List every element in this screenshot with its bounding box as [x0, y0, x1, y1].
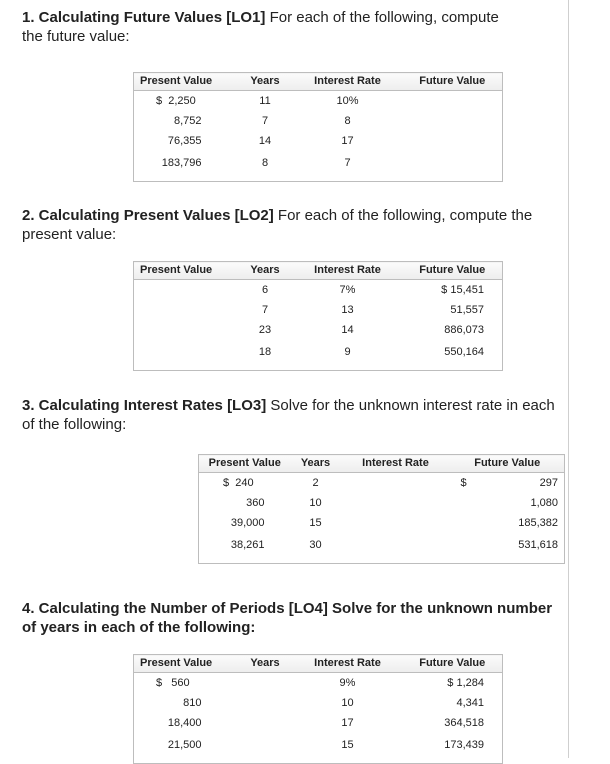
present-value-cell: 76,355: [167, 135, 202, 147]
years-cell: [238, 713, 293, 733]
header-interest-rate: Interest Rate: [293, 73, 403, 91]
problem-2-statement: [22, 206, 567, 244]
interest-rate-cell: 17: [341, 135, 354, 147]
interest-rate-cell: [341, 493, 451, 513]
years-cell: 23: [258, 324, 272, 336]
problem-1-table: [133, 72, 503, 182]
present-value-cell: [134, 300, 238, 320]
present-value-cell: 21,500: [167, 739, 202, 751]
currency-symbol: $: [156, 677, 163, 689]
interest-rate-cell: 14: [341, 324, 354, 336]
table-row: [134, 280, 503, 301]
table-row: [134, 131, 503, 151]
table-row: [134, 693, 503, 713]
problem-2-text: For each of the following, compute the present value:: [22, 207, 533, 243]
table-row: [134, 91, 503, 112]
header-years: Years: [238, 262, 293, 280]
present-value-cell: [134, 91, 238, 112]
future-value-cell: [403, 91, 503, 112]
problem-3-table: [198, 454, 565, 564]
header-present-value: Present Value: [134, 73, 238, 91]
table-row: [134, 340, 503, 371]
table-row: [199, 473, 565, 494]
future-value-cell: 550,164: [444, 346, 484, 358]
problem-2-title: 2. Calculating Present Values [LO2]: [22, 207, 274, 224]
future-value-cell: 51,557: [450, 304, 484, 316]
years-cell: [238, 693, 293, 713]
present-value-cell: [134, 280, 238, 301]
interest-rate-cell: 7%: [339, 284, 356, 296]
present-value-cell: [134, 673, 238, 694]
table-row: [199, 513, 565, 533]
years-cell: [238, 733, 293, 764]
interest-rate-cell: [341, 513, 451, 533]
header-future-value: Future Value: [403, 73, 503, 91]
interest-rate-cell: 8: [344, 115, 351, 127]
problem-3-title: 3. Calculating Interest Rates [LO3]: [22, 397, 267, 414]
interest-rate-cell: 13: [341, 304, 354, 316]
years-cell: 14: [258, 135, 272, 147]
present-value-cell: 38,261: [230, 539, 265, 551]
table-row: [134, 151, 503, 182]
currency-symbol: $: [156, 95, 163, 107]
header-present-value: Present Value: [134, 655, 238, 673]
present-value-cell: 39,000: [230, 517, 265, 529]
years-cell: 30: [309, 539, 322, 551]
interest-rate-cell: 10: [341, 697, 354, 709]
header-interest-rate: Interest Rate: [293, 262, 403, 280]
header-future-value: Future Value: [451, 455, 565, 473]
problem-3-text: Solve for the unknown interest rate in each of the following:: [22, 397, 555, 433]
header-future-value: Future Value: [403, 262, 503, 280]
future-value-cell: [451, 473, 565, 494]
header-interest-rate: Interest Rate: [341, 455, 451, 473]
problem-4-table: [133, 654, 503, 764]
future-value: 297: [539, 477, 558, 489]
header-future-value: Future Value: [403, 655, 503, 673]
table-row: [134, 673, 503, 694]
header-years: Years: [238, 73, 293, 91]
interest-rate-cell: 7: [344, 157, 351, 169]
present-value-cell: [199, 473, 291, 494]
interest-rate-cell: [341, 533, 451, 564]
years-cell: 7: [261, 304, 269, 316]
problem-4-text: Solve for the unknown number of years in each of the following:: [22, 600, 553, 636]
table-row: [134, 733, 503, 764]
problem-3-statement: [22, 396, 567, 434]
table-row: [134, 111, 503, 131]
problem-2-table: [133, 261, 503, 371]
present-value-cell: [134, 320, 238, 340]
header-years: Years: [238, 655, 293, 673]
interest-rate-cell: 17: [341, 717, 354, 729]
page-divider-line: [568, 0, 569, 758]
interest-rate-cell: 9%: [339, 677, 356, 689]
future-value-cell: [403, 131, 503, 151]
table-row: [199, 533, 565, 564]
present-value-cell: 183,796: [161, 157, 202, 169]
present-value: 240: [235, 477, 254, 489]
present-value-cell: 360: [246, 497, 265, 509]
table-row: [134, 300, 503, 320]
present-value-cell: [134, 340, 238, 371]
present-value-cell: 18,400: [167, 717, 202, 729]
table-row: [199, 493, 565, 513]
future-value-cell: [403, 111, 503, 131]
table-row: [134, 713, 503, 733]
future-value-cell: 173,439: [444, 739, 484, 751]
interest-rate-cell: 9: [344, 346, 351, 358]
future-value-cell: 531,618: [518, 539, 558, 551]
years-cell: 11: [259, 95, 271, 107]
future-value-cell: 886,073: [444, 324, 484, 336]
present-value: 2,250: [168, 95, 196, 107]
header-interest-rate: Interest Rate: [293, 655, 403, 673]
present-value-cell: 8,752: [173, 115, 202, 127]
future-value-cell: [403, 151, 503, 182]
years-cell: [238, 673, 293, 694]
present-value: 560: [171, 677, 190, 689]
problem-1-statement: [22, 8, 522, 46]
future-value-cell: 364,518: [444, 717, 484, 729]
header-present-value: Present Value: [134, 262, 238, 280]
years-cell: 10: [309, 497, 322, 509]
interest-rate-cell: [341, 473, 451, 494]
future-value-cell: 1,080: [530, 497, 558, 509]
years-cell: 8: [261, 157, 269, 169]
currency-symbol: $: [223, 477, 230, 489]
years-cell: 18: [258, 346, 272, 358]
interest-rate-cell: 15: [341, 739, 354, 751]
problem-1-title: 1. Calculating Future Values [LO1]: [22, 9, 266, 26]
header-years: Years: [291, 455, 341, 473]
problem-4-title: 4. Calculating the Number of Periods [LO4]: [22, 600, 328, 617]
years-cell: 7: [261, 115, 269, 127]
future-value-cell: $ 15,451: [441, 284, 484, 296]
years-cell: 2: [312, 477, 319, 489]
future-value-cell: 185,382: [518, 517, 558, 529]
future-value-cell: $ 1,284: [447, 677, 484, 689]
future-value-cell: 4,341: [456, 697, 484, 709]
currency-symbol: $: [460, 477, 467, 489]
years-cell: 6: [261, 284, 269, 296]
table-row: [134, 320, 503, 340]
problem-1-text: For each of the following, compute the future value:: [22, 9, 499, 45]
present-value-cell: 810: [183, 697, 202, 709]
interest-rate-cell: 10%: [336, 95, 359, 107]
problem-4-statement: [22, 599, 567, 637]
header-present-value: Present Value: [199, 455, 291, 473]
years-cell: 15: [309, 517, 322, 529]
